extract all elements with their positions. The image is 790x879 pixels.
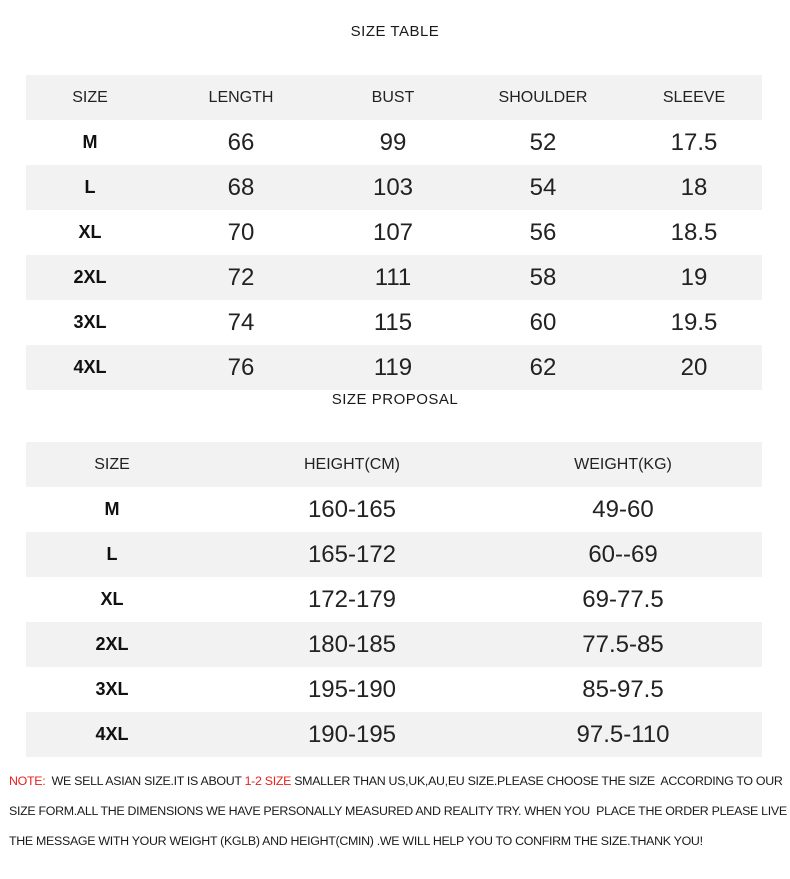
- length-cell: 66: [227, 129, 255, 156]
- table-row: [26, 255, 762, 300]
- table-row: [26, 345, 762, 390]
- shoulder-cell: 62: [529, 354, 557, 381]
- length-cell: 70: [227, 219, 255, 246]
- header-height: HEIGHT(CM): [304, 456, 400, 473]
- height-cell: 165-172: [307, 541, 397, 568]
- size-cell: XL: [100, 589, 124, 609]
- size-proposal-title: SIZE PROPOSAL: [331, 391, 459, 408]
- size-table-header-row: [26, 75, 762, 120]
- table-row: [26, 487, 762, 532]
- shoulder-cell: 56: [529, 219, 557, 246]
- table-row: [26, 210, 762, 255]
- length-cell: 68: [227, 174, 255, 201]
- sleeve-cell: 18.5: [670, 219, 718, 246]
- size-cell: 4XL: [73, 357, 107, 377]
- size-cell: 2XL: [73, 267, 107, 287]
- size-cell: L: [84, 177, 96, 197]
- size-cell: 3XL: [73, 312, 107, 332]
- note-label: NOTE:: [9, 774, 46, 788]
- sleeve-cell: 20: [680, 354, 708, 381]
- sleeve-cell: 18: [680, 174, 708, 201]
- note-highlight: 1-2 SIZE: [244, 774, 292, 788]
- size-proposal-table: [26, 442, 762, 757]
- bust-cell: 107: [372, 219, 414, 246]
- size-proposal-header-row: [26, 442, 762, 487]
- weight-cell: 85-97.5: [582, 676, 664, 703]
- shoulder-cell: 52: [529, 129, 557, 156]
- size-cell: M: [82, 132, 98, 152]
- bust-cell: 99: [379, 129, 407, 156]
- height-cell: 172-179: [307, 586, 397, 613]
- length-cell: 72: [227, 264, 255, 291]
- table-row: [26, 532, 762, 577]
- shoulder-cell: 54: [529, 174, 557, 201]
- bust-cell: 115: [373, 309, 413, 336]
- sleeve-cell: 19.5: [670, 309, 718, 336]
- height-cell: 190-195: [307, 721, 397, 748]
- length-cell: 74: [227, 309, 255, 336]
- header-size: SIZE: [94, 456, 130, 473]
- weight-cell: 77.5-85: [582, 631, 664, 658]
- header-length: LENGTH: [208, 89, 274, 106]
- bust-cell: 111: [374, 264, 412, 291]
- size-cell: 4XL: [95, 724, 129, 744]
- height-cell: 180-185: [307, 631, 397, 658]
- sleeve-cell: 17.5: [670, 129, 718, 156]
- size-cell: XL: [78, 222, 102, 242]
- table-row: [26, 577, 762, 622]
- note-text-part1: WE SELL ASIAN SIZE.IT IS ABOUT: [45, 774, 245, 788]
- table-row: [26, 300, 762, 345]
- weight-cell: 60--69: [588, 541, 658, 568]
- table-row: [26, 120, 762, 165]
- size-cell: 3XL: [95, 679, 129, 699]
- size-cell: M: [104, 499, 120, 519]
- size-note: [9, 766, 789, 856]
- weight-cell: 97.5-110: [576, 721, 670, 748]
- size-cell: 2XL: [95, 634, 129, 654]
- height-cell: 195-190: [307, 676, 397, 703]
- header-size: SIZE: [72, 89, 108, 106]
- size-table: [26, 75, 762, 390]
- size-cell: L: [106, 544, 118, 564]
- bust-cell: 103: [372, 174, 414, 201]
- header-shoulder: SHOULDER: [498, 89, 588, 106]
- weight-cell: 69-77.5: [582, 586, 664, 613]
- note-text-part2: SMALLER THAN US,UK,AU,EU SIZE.PLEASE CHOOSE THE SIZE ACCORDING TO OUR SIZE FORM.ALL THE DIMENSIONS WE HAVE PERSONALLY MEASURED AND REALITY TRY. WHEN YOU PLACE THE ORDER PLEASE LIVE THE MESSAGE WITH YOUR WEIGHT (KGLB) AND HEIGHT(CMIN) .WE WILL HELP YOU TO CONFIRM THE SIZE.THANK YOU!: [9, 774, 790, 848]
- table-row: [26, 712, 762, 757]
- shoulder-cell: 58: [529, 264, 557, 291]
- size-table-title: SIZE TABLE: [350, 23, 440, 40]
- length-cell: 76: [227, 354, 255, 381]
- table-row: [26, 165, 762, 210]
- weight-cell: 49-60: [592, 496, 654, 523]
- bust-cell: 119: [373, 354, 413, 381]
- table-row: [26, 622, 762, 667]
- header-bust: BUST: [371, 89, 415, 106]
- shoulder-cell: 60: [529, 309, 557, 336]
- header-sleeve: SLEEVE: [662, 89, 726, 106]
- sleeve-cell: 19: [680, 264, 708, 291]
- header-weight: WEIGHT(KG): [574, 456, 672, 473]
- height-cell: 160-165: [307, 496, 397, 523]
- table-row: [26, 667, 762, 712]
